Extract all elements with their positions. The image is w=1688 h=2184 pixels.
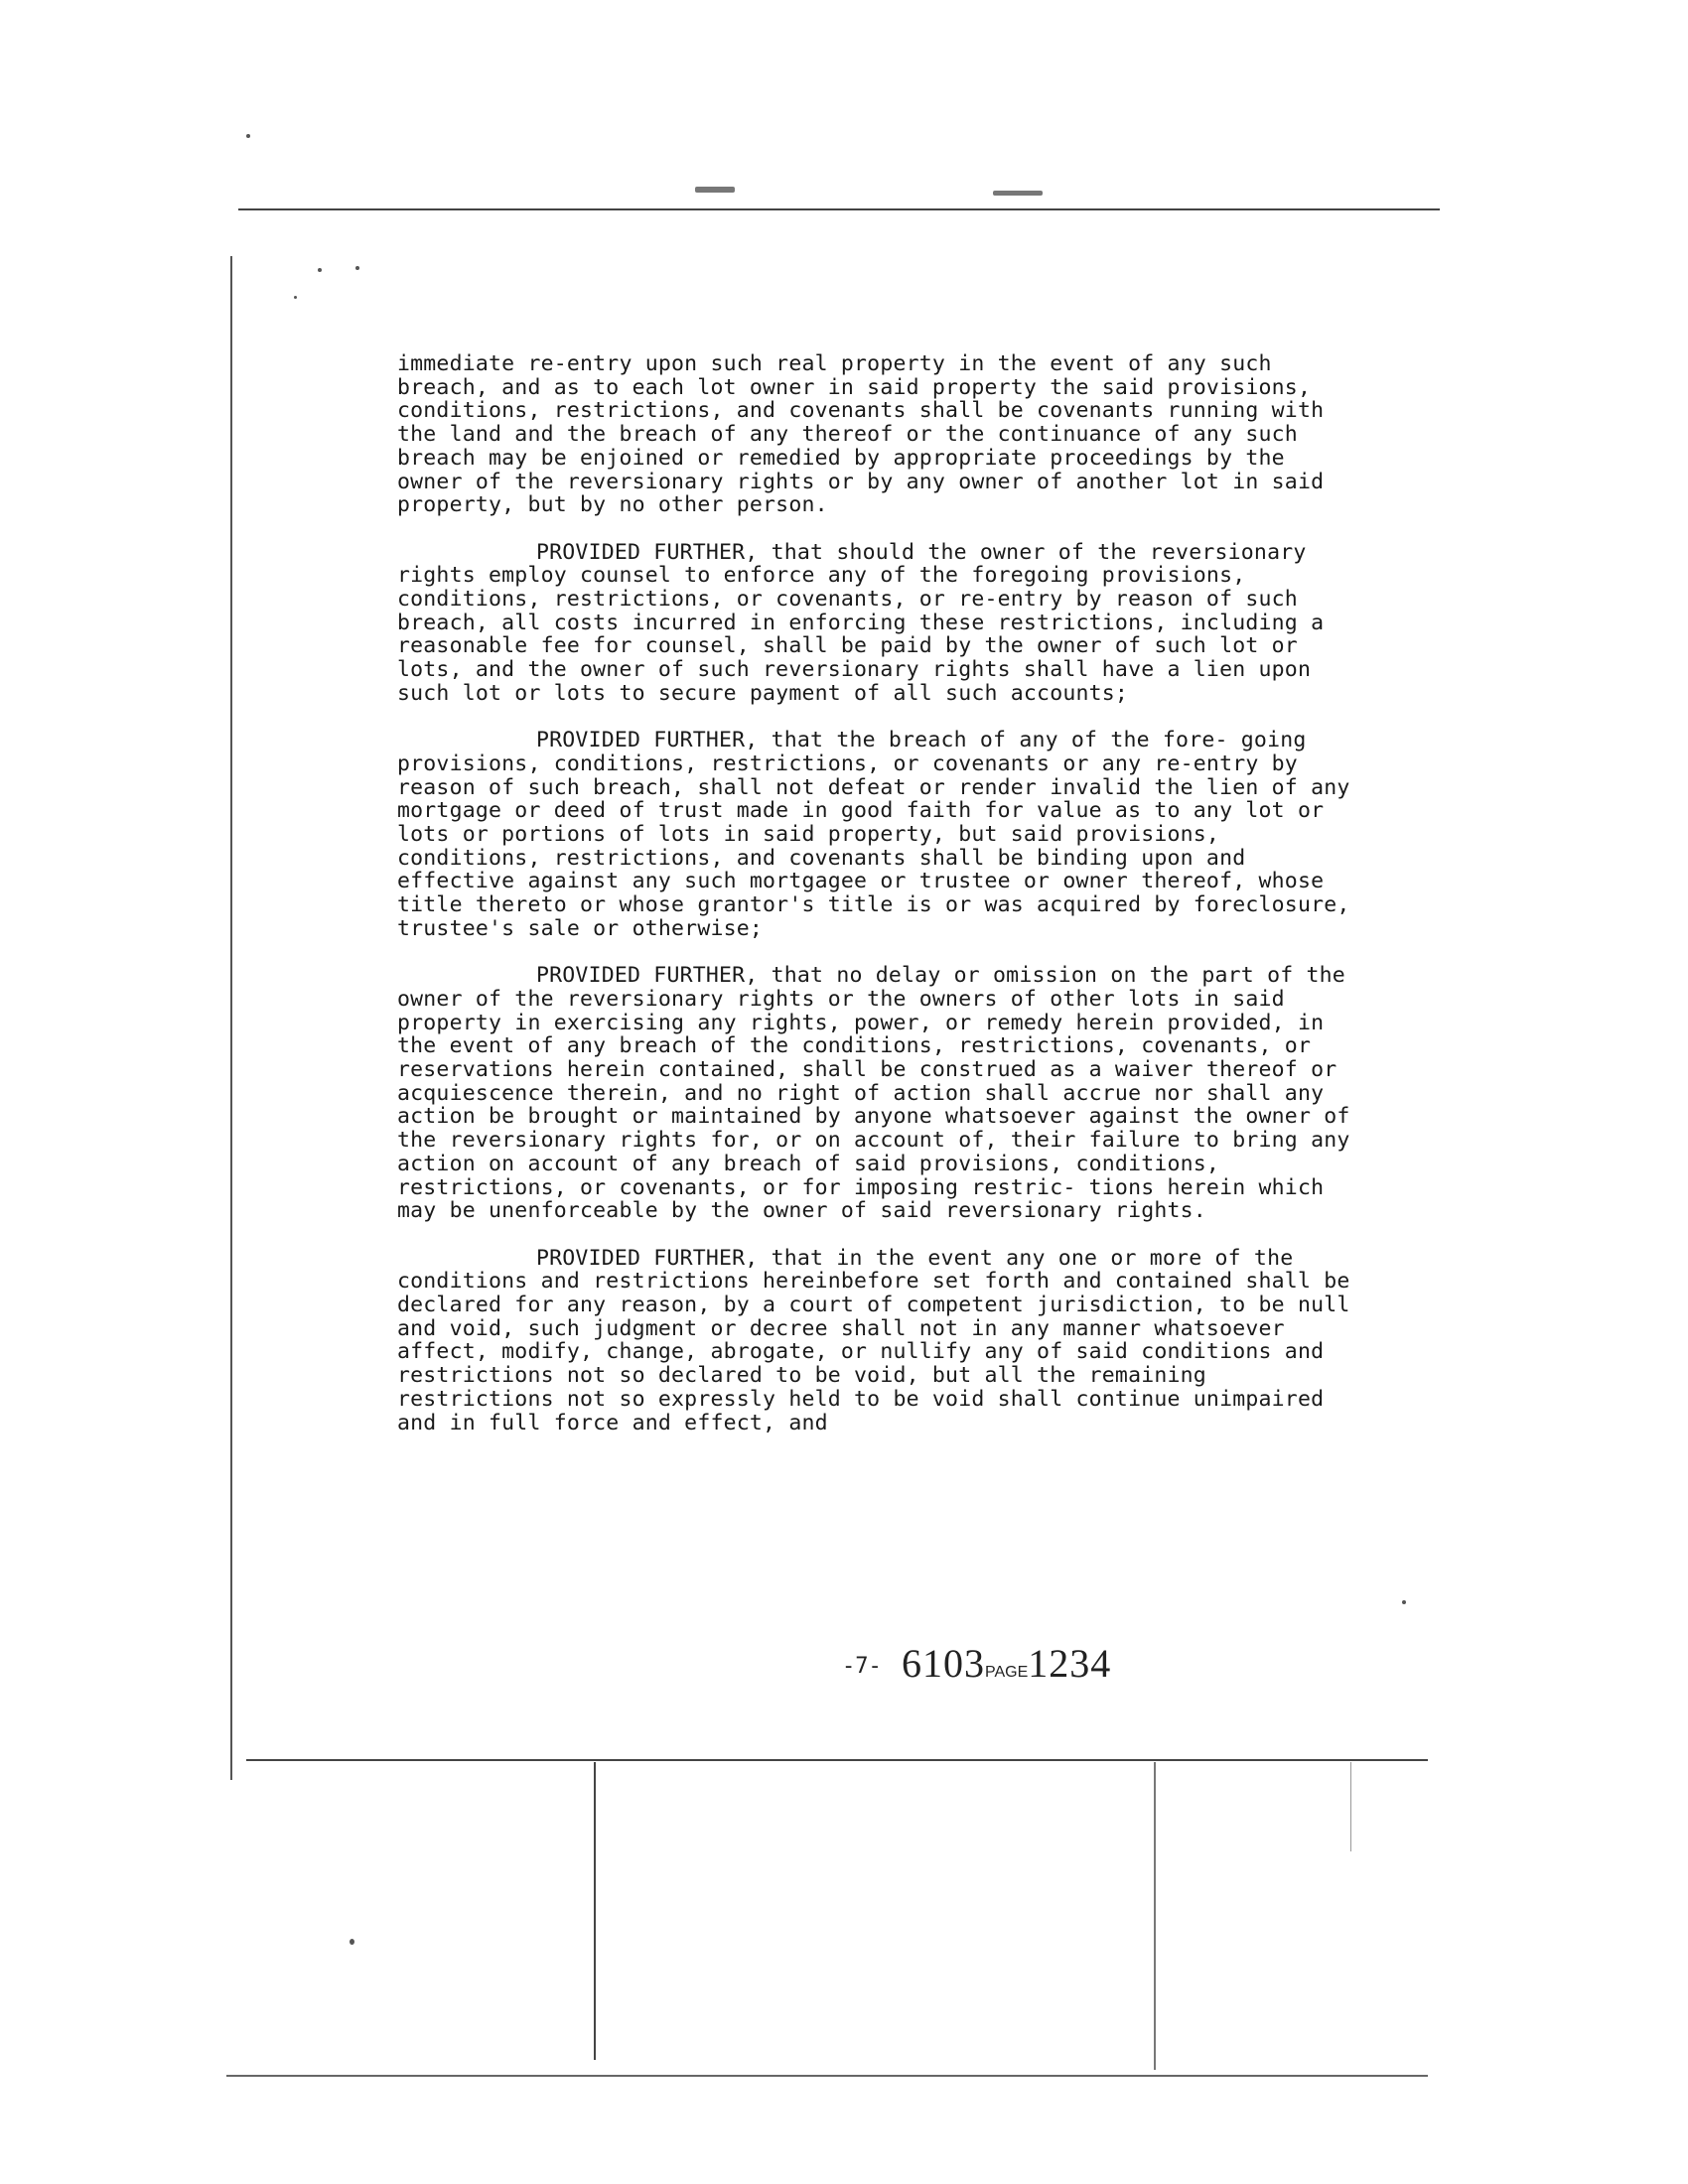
top-border-rule (238, 208, 1440, 210)
document-body (397, 352, 1350, 1458)
footer-divider-left (594, 1762, 596, 2060)
footer-divider-far-right (1350, 1762, 1351, 1851)
scan-speck (294, 296, 297, 299)
scan-speck (355, 266, 359, 270)
page-label: PAGE (985, 1664, 1029, 1681)
book-number: 6103 (902, 1641, 985, 1686)
paragraph-2: PROVIDED FURTHER, that should the owner of the reversionary rights employ counsel to enforce any of the foregoing provisions, conditions, restrictions, or covenants, or re-entry by reason of such breach, all costs incurred in enforcing these restrictions, including a reasonable fee for counsel, shall be paid by the owner of such lot or lots, and the owner of such reversionary rights shall have a lien upon such lot or lots to secure payment of all such accounts; (397, 539, 1325, 706)
paragraph-3: PROVIDED FURTHER, that the breach of any of the fore- going provisions, conditions, restrictions, or covenants or any re-entry by reason of such breach, shall not defeat or render invalid the lien of any mortgage or deed of trust made in good faith for value as to any lot or lots or portions of lots in said property, but said provisions, conditions, restrictions, and covenants shall be binding upon and effective against any such mortgagee or trustee or owner thereof, whose title thereto or whose grantor's title is or was acquired by foreclosure, trustee's sale or otherwise; (397, 728, 1350, 941)
scan-speck (246, 134, 250, 138)
paragraph-4: PROVIDED FURTHER, that no delay or omission on the part of the owner of the reversionary rights or the owners of other lots in said property in exercising any rights, power, or remedy herein provided, in the event of any breach of the conditions, restrictions, covenants, or reservations herein contained, shall be construed as a waiver thereof or acquiescence therein, and no right of action shall accrue nor shall any action be brought or maintained by anyone whatsoever against the owner of the reversionary rights for, or on account of, their failure to bring any action on account of any breach of said provisions, conditions, restrictions, or covenants, or for imposing restric- tions herein which may be unenforceable by the owner of said reversionary rights. (397, 963, 1350, 1224)
left-border-rule (230, 256, 232, 1780)
scan-speck (1402, 1600, 1406, 1604)
footer-border-rule (226, 2075, 1428, 2077)
page-reference: 1234 (1028, 1641, 1112, 1686)
scan-speck (350, 1939, 354, 1945)
scan-smudge (993, 191, 1043, 196)
scan-smudge (695, 187, 735, 193)
footer-divider-right (1154, 1762, 1156, 2070)
paragraph-5: PROVIDED FURTHER, that in the event any one or more of the conditions and restrictions hereinbefore set forth and contained shall be declared for any reason, by a court of competent jurisdiction, to be null and void, such judgment or decree shall not in any manner whatsoever affect, modify, change, abrogate, or nullify any of said conditions and restrictions not so declared to be void, but all the remaining restrictions not so expressly held to be void shall continue unimpaired and in full force and effect, and (397, 1245, 1350, 1435)
bottom-border-rule (246, 1759, 1428, 1761)
scan-speck (318, 268, 322, 272)
book-page-stamp (902, 1640, 1111, 1687)
paragraph-1: immediate re-entry upon such real property in the event of any such breach, and as to each lot owner in said property the said provisions, conditions, restrictions, and covenants shall be covenants running with the land and the breach of any thereof or the continuance of any such breach may be enjoined or remedied by appropriate proceedings by the owner of the reversionary rights or by any owner of another lot in said property, but by no other person. (397, 351, 1325, 518)
page-number: -7- (842, 1654, 882, 1679)
